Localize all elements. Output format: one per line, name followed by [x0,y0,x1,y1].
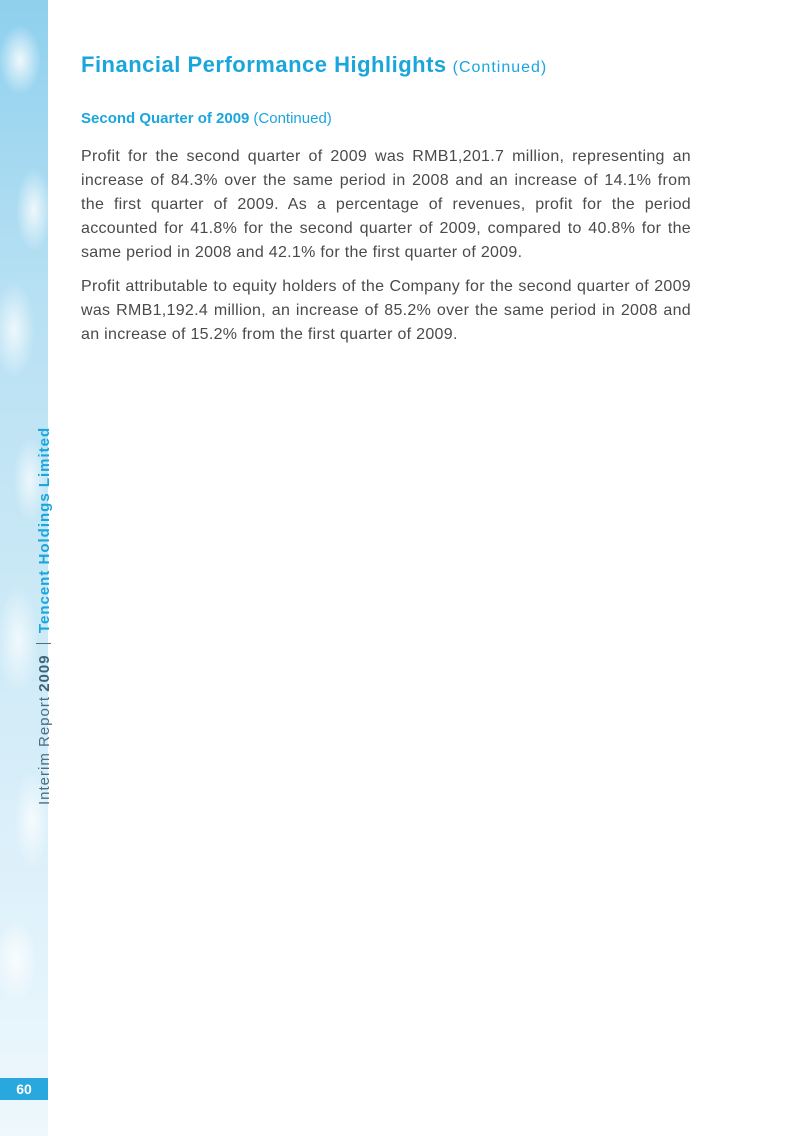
section-title-suffix: (Continued) [253,110,332,127]
paragraph-attributable-profit: Profit attributable to equity holders of the Company for the second quarter of 2009 was RMB1,192.4 million, an increase of 85.2% over the same period in 2008 and an increase of 15.2% from the first quarter of 2009. [81,278,691,343]
label-divider [36,643,51,644]
section-title-main: Second Quarter of 2009 [81,110,250,127]
report-name: Interim Report [36,695,53,805]
sidebar-band [0,0,53,1136]
page-title-suffix: (Continued) [452,59,548,76]
page-title [81,50,691,83]
page-number: 60 [0,1078,48,1100]
page-title-main: Financial Performance Highlights [81,52,447,77]
company-name: Tencent Holdings Limited [36,426,53,634]
report-identifier [36,427,52,805]
report-year: 2009 [36,654,53,692]
section-title [81,109,691,129]
paragraph-profit: Profit for the second quarter of 2009 was RMB1,201.7 million, representing an increase of 84.3% over the same period in 2008 and an increase of 14.1% from the first quarter of 2009. As a percentage of revenues, profit for the period accounted for 41.8% for the second quarter of 2009, compared to 40.8% for the same period in 2008 and 42.1% for the first quarter of 2009. [81,148,691,261]
page-content [81,50,691,347]
